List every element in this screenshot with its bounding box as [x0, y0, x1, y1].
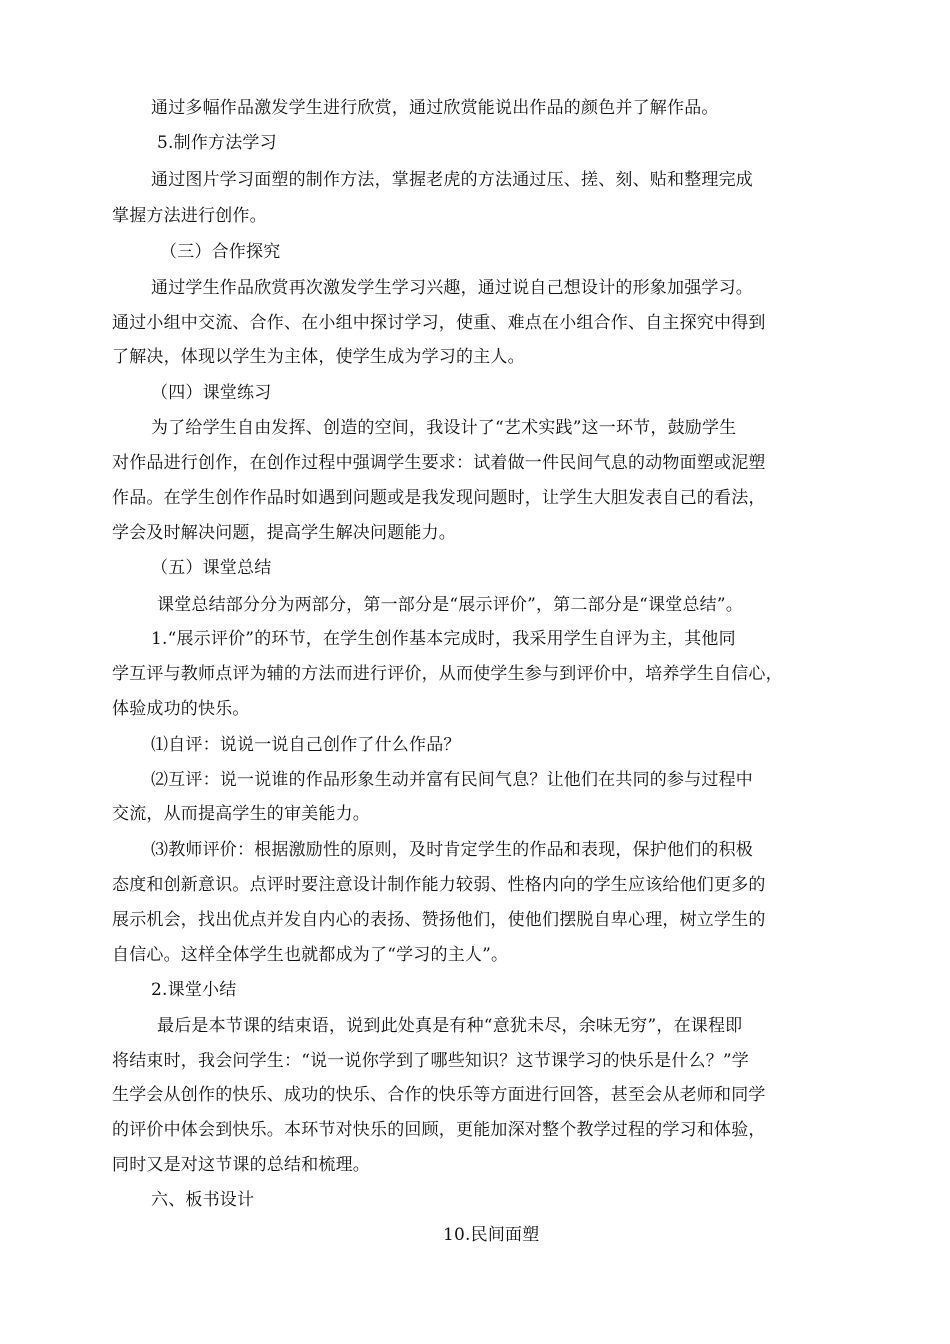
paragraph-line: 1.“展示评价”的环节，在学生创作基本完成时，我采用学生自评为主，其他同 [151, 629, 736, 649]
section-heading: 5.制作方法学习 [157, 133, 277, 153]
paragraph-line: 通过学生作品欣赏再次激发学生学习兴趣，通过说自己想设计的形象加强学习。 [151, 278, 753, 298]
section-heading: （五）课堂总结 [151, 558, 272, 578]
paragraph-line: 最后是本节课的结束语，说到此处真是有种“意犹未尽，余味无穷”，在课程即 [157, 1016, 743, 1036]
paragraph-line: 同时又是对这节课的总结和梳理。 [112, 1155, 370, 1175]
paragraph-line: 生学会从创作的快乐、成功的快乐、合作的快乐等方面进行回答，甚至会从老师和同学 [112, 1085, 766, 1105]
section-heading: （三）合作探究 [160, 242, 281, 262]
paragraph-line: 通过小组中交流、合作、在小组中探讨学习，使重、难点在小组合作、自主探究中得到 [112, 313, 766, 333]
paragraph-line: 交流，从而提高学生的审美能力。 [112, 804, 370, 824]
paragraph-line: 的评价中体会到快乐。本环节对快乐的回顾，更能加深对整个教学过程的学习和体验， [112, 1120, 766, 1140]
section-heading: （四）课堂练习 [151, 383, 272, 403]
paragraph-line: 将结束时，我会问学生：“说一说你学到了哪些知识？这节课学习的快乐是什么？”学 [112, 1051, 749, 1071]
paragraph-line: 作品。在学生创作作品时如遇到问题或是我发现问题时，让学生大胆发表自己的看法， [112, 488, 766, 508]
list-item: ⑵互评：说一说谁的作品形象生动并富有民间气息？让他们在共同的参与过程中 [151, 770, 753, 790]
paragraph-line: 学会及时解决问题，提高学生解决问题能力。 [112, 523, 456, 543]
paragraph-line: 体验成功的快乐。 [112, 699, 250, 719]
list-item: ⑶教师评价：根据激励性的原则，及时肯定学生的作品和表现，保护他们的积极 [151, 840, 753, 860]
section-heading: 六、板书设计 [151, 1190, 255, 1210]
paragraph-line: 展示机会，找出优点并发自内心的表扬、赞扬他们，使他们摆脱自卑心理，树立学生的 [112, 910, 766, 930]
section-heading: 2.课堂小结 [151, 980, 237, 1000]
board-design-title: 10.民间面塑 [443, 1225, 540, 1245]
paragraph-line: 对作品进行创作，在创作过程中强调学生要求：试着做一件民间气息的动物面塑或泥塑 [112, 453, 766, 473]
list-item: ⑴自评：说说一说自己创作了什么作品？ [151, 735, 461, 755]
paragraph-line: 态度和创新意识。点评时要注意设计制作能力较弱、性格内向的学生应该给他们更多的 [112, 875, 766, 895]
paragraph-line: 通过多幅作品激发学生进行欣赏，通过欣赏能说出作品的颜色并了解作品。 [151, 98, 719, 118]
paragraph-line: 通过图片学习面塑的制作方法，掌握老虎的方法通过压、搓、刻、贴和整理完成 [151, 170, 753, 190]
paragraph-line: 掌握方法进行创作。 [112, 206, 267, 226]
paragraph-line: 学互评与教师点评为辅的方法而进行评价，从而使学生参与到评价中，培养学生自信心， [112, 664, 783, 684]
paragraph-line: 课堂总结部分分为两部分，第一部分是“展示评价”，第二部分是“课堂总结”。 [157, 595, 743, 615]
paragraph-line: 自信心。这样全体学生也就都成为了“学习的主人”。 [112, 945, 509, 965]
paragraph-line: 了解决，体现以学生为主体，使学生成为学习的主人。 [112, 347, 525, 367]
paragraph-line: 为了给学生自由发挥、创造的空间，我设计了“艺术实践”这一环节，鼓励学生 [151, 418, 737, 438]
